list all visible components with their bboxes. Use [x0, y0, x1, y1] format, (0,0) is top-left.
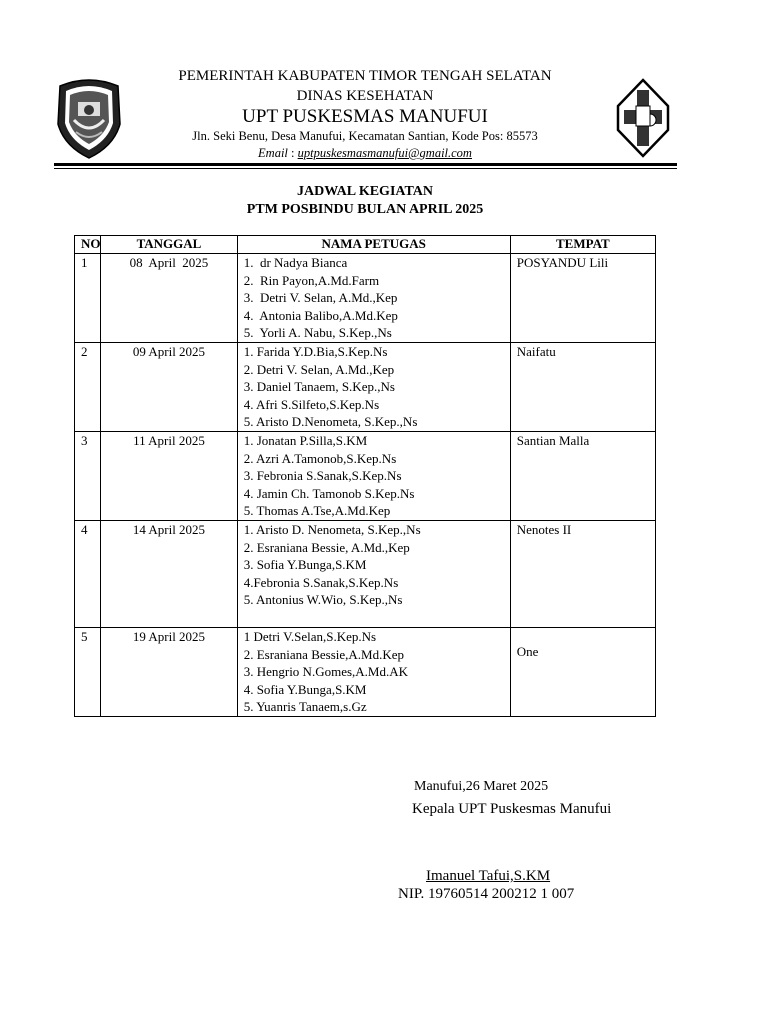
email-label: Email: [258, 146, 288, 160]
officer-item: 3. Hengrio N.Gomes,A.Md.AK: [243, 664, 408, 680]
signatory-name: Imanuel Tafui,S.KM: [426, 868, 551, 884]
email-link[interactable]: uptpuskesmasmanufui@gmail.com: [297, 146, 472, 160]
officer-item: 3. Sofia Y.Bunga,S.KM: [243, 557, 367, 573]
officer-item: 5. Yuanris Tanaem,s.Gz: [243, 699, 367, 715]
officer-item: 5. Thomas A.Tse,A.Md.Kep: [243, 503, 391, 519]
table-row: [75, 521, 656, 628]
cell-no: 1: [75, 254, 101, 343]
cell-no: 2: [75, 343, 101, 432]
cell-tempat: POSYANDU Lili: [510, 254, 655, 343]
cell-no: 4: [75, 521, 101, 628]
signature-role: Kepala UPT Puskesmas Manufui: [412, 801, 612, 817]
officer-item: 3. Detri V. Selan, A.Md.,Kep: [243, 290, 398, 306]
officer-item: 4. Afri S.Silfeto,S.Kep.Ns: [243, 396, 380, 412]
cell-tanggal: 14 April 2025: [101, 521, 238, 628]
officer-item: 1 Detri V.Selan,S.Kep.Ns: [243, 629, 377, 644]
letterhead-email-line: [110, 146, 620, 161]
officer-item: 2. Esraniana Bessie,A.Md.Kep: [243, 646, 405, 662]
officer-item: 1. dr Nadya Bianca: [243, 255, 348, 270]
table-row: [75, 254, 656, 343]
cell-tempat: Santian Malla: [510, 432, 655, 521]
cell-tanggal: 08 April 2025: [101, 254, 238, 343]
letterhead-rule-thick: [54, 163, 677, 166]
letterhead-government: PEMERINTAH KABUPATEN TIMOR TENGAH SELATAN: [178, 68, 552, 84]
signature-place-date: Manufui,26 Maret 2025: [414, 779, 549, 794]
officer-item: 3. Febronia S.Sanak,S.Kep.Ns: [243, 468, 402, 484]
letterhead-institution: UPT PUSKESMAS MANUFUI: [242, 106, 488, 127]
document-subtitle: PTM POSBINDU BULAN APRIL 2025: [246, 202, 484, 217]
signatory-nip: NIP. 19760514 200212 1 007: [398, 886, 575, 902]
officer-item: 1. Aristo D. Nenometa, S.Kep.,Ns: [243, 522, 421, 537]
schedule-table: [74, 235, 656, 717]
officer-item: 2. Detri V. Selan, A.Md.,Kep: [243, 361, 395, 377]
table-row: [75, 343, 656, 432]
email-separator: :: [287, 146, 298, 160]
cell-tempat: Naifatu: [510, 343, 655, 432]
officer-item: 5. Antonius W.Wio, S.Kep.,Ns: [243, 592, 403, 608]
officer-item: 4.Febronia S.Sanak,S.Kep.Ns: [243, 574, 399, 590]
cell-petugas: [237, 628, 510, 717]
officer-item: 4. Antonia Balibo,A.Md.Kep: [243, 307, 398, 323]
officer-item: 5. Yorli A. Nabu, S.Kep.,Ns: [243, 325, 392, 341]
table-row: [75, 628, 656, 717]
letterhead-rule-thin: [54, 168, 677, 169]
header-nama-petugas: NAMA PETUGAS: [237, 236, 510, 254]
cell-tanggal: 09 April 2025: [101, 343, 238, 432]
officer-item: 4. Jamin Ch. Tamonob S.Kep.Ns: [243, 485, 415, 501]
cell-tempat: Nenotes II: [510, 521, 655, 628]
cell-tanggal: 19 April 2025: [101, 628, 238, 717]
letterhead-address: Jln. Seki Benu, Desa Manufui, Kecamatan Santian, Kode Pos: 85573: [192, 129, 538, 143]
letterhead-department: DINAS KESEHATAN: [296, 88, 434, 104]
officer-item: 1. Jonatan P.Silla,S.KM: [243, 433, 368, 448]
cell-petugas: [237, 432, 510, 521]
cell-tanggal: 11 April 2025: [101, 432, 238, 521]
officer-item: 3. Daniel Tanaem, S.Kep.,Ns: [243, 379, 395, 395]
cell-tempat-text: One: [516, 644, 539, 659]
officer-item: 2. Esraniana Bessie, A.Md.,Kep: [243, 539, 410, 555]
officer-item: 1. Farida Y.D.Bia,S.Kep.Ns: [243, 344, 388, 359]
officer-item: 2. Rin Payon,A.Md.Farm: [243, 272, 380, 288]
cell-petugas: [237, 521, 510, 628]
document-title: JADWAL KEGIATAN: [296, 184, 433, 199]
cell-petugas: [237, 343, 510, 432]
officer-item: 4. Sofia Y.Bunga,S.KM: [243, 681, 367, 697]
header-no: NO: [75, 236, 101, 254]
cell-no: 3: [75, 432, 101, 521]
header-tanggal: TANGGAL: [101, 236, 238, 254]
officer-item: 2. Azri A.Tamonob,S.Kep.Ns: [243, 450, 397, 466]
table-row: [75, 432, 656, 521]
table-header-row: [75, 236, 656, 254]
cell-tempat: [510, 628, 655, 717]
officer-item: 5. Aristo D.Nenometa, S.Kep.,Ns: [243, 414, 418, 430]
header-tempat: TEMPAT: [510, 236, 655, 254]
cell-no: 5: [75, 628, 101, 717]
puskesmas-logo: [616, 78, 670, 158]
cell-petugas: [237, 254, 510, 343]
